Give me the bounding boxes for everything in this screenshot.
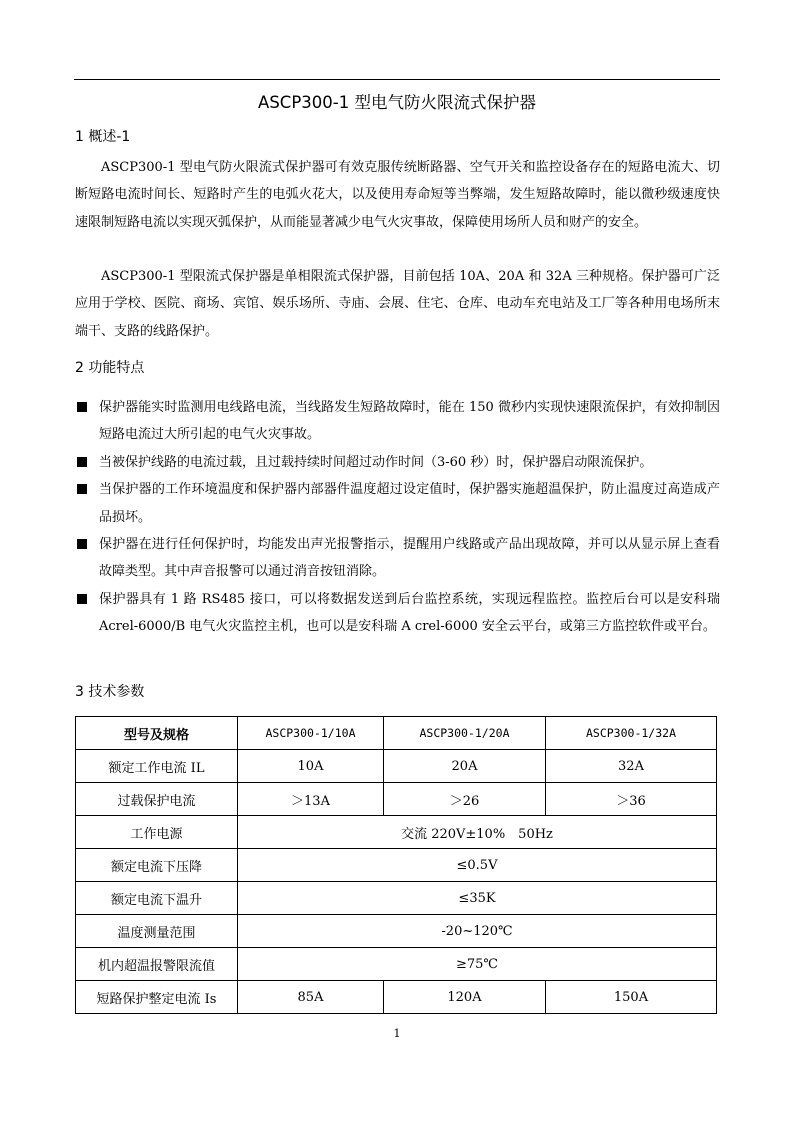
table-cell: 20A [384, 750, 546, 783]
overview-paragraph-2: ASCP300-1 型限流式保护器是单相限流式保护器，目前包括 10A、20A 和 32A 三种规格。保护器可广泛应用于学校、医院、商场、宾馆、娱乐场所、寺庙、会展、住宅、仓库、电动车充电站及工厂等各种用电场所末端干、支路的线路保护。 [75, 269, 720, 339]
square-bullet-icon [77, 457, 87, 467]
header-cell: ASCP300-1/32A [546, 717, 717, 750]
list-item [75, 449, 720, 476]
table-cell: 10A [238, 750, 384, 783]
square-bullet-icon [77, 594, 87, 604]
table-row [76, 948, 717, 981]
overview-paragraph-1: ASCP300-1 型电气防火限流式保护器可有效克服传统断路器、空气开关和监控设备存在的短路电流大、切断短路电流时间长、短路时产生的电弧火花大，以及使用寿命短等当弊端，发生短路故障时，能以微秒级速度快速限制短路电流以实现灭弧保护，从而能显著减少电气火灾事故，保障使用场所人员和财产的安全。 [75, 160, 720, 230]
feature-text: 保护器具有 1 路 RS485 接口，可以将数据发送到后台监控系统，实现远程监控。监控后台可以是安科瑞 Acrel-6000/B 电气火灾监控主机，也可以是安科瑞 A crel-6000 安全云平台，或第三方监控软件或平台。 [99, 591, 720, 635]
table-row [76, 783, 717, 816]
table-cell: 120A [384, 981, 546, 1014]
table-cell: 32A [546, 750, 717, 783]
feature-text: 保护器在进行任何保护时，均能发出声光报警指示，提醒用户线路或产品出现故障，并可以从显示屏上查看故障类型。其中声音报警可以通过消音按钮消除。 [99, 537, 720, 580]
table-row [76, 849, 717, 882]
row-label: 机内超温报警限流值 [76, 948, 238, 981]
list-item [75, 531, 720, 586]
row-label: 额定电流下压降 [76, 849, 238, 882]
feature-text: 当保护器的工作环境温度和保护器内部器件温度超过设定值时，保护器实施超温保护，防止温度过高造成产品损坏。 [99, 482, 720, 525]
section-heading-features: 2 功能特点 [75, 360, 145, 376]
table-cell: ＞13A [238, 783, 384, 816]
table-cell: ≤0.5V [238, 849, 717, 882]
row-label: 温度测量范围 [76, 915, 238, 948]
spec-table [75, 716, 717, 1014]
row-label: 工作电源 [76, 816, 238, 849]
header-cell: ASCP300-1/20A [384, 717, 546, 750]
list-item [75, 394, 720, 449]
feature-text: 当被保护线路的电流过载，且过载持续时间超过动作时间（3-60 秒）时，保护器启动限流保护。 [99, 454, 653, 470]
table-cell: ≤35K [238, 882, 717, 915]
table-row [76, 915, 717, 948]
table-cell: ＞36 [546, 783, 717, 816]
feature-list [75, 394, 720, 641]
table-row [76, 816, 717, 849]
document-title: ASCP300-1 型电气防火限流式保护器 [258, 93, 536, 112]
row-label: 过载保护电流 [76, 783, 238, 816]
feature-text: 保护器能实时监测用电线路电流，当线路发生短路故障时，能在 150 微秒内实现快速限流保护，有效抑制因短路电流过大所引起的电气火灾事故。 [99, 400, 720, 443]
table-cell: 85A [238, 981, 384, 1014]
section-heading-overview: 1 概述-1 [75, 129, 131, 145]
table-cell: 150A [546, 981, 717, 1014]
list-item [75, 586, 720, 641]
table-cell: -20~120℃ [238, 915, 717, 948]
square-bullet-icon [77, 539, 87, 549]
table-cell: ＞26 [384, 783, 546, 816]
header-cell: 型号及规格 [76, 717, 238, 750]
square-bullet-icon [77, 402, 87, 412]
table-cell: 交流 220V±10% 50Hz [238, 816, 717, 849]
section-heading-specs: 3 技术参数 [75, 684, 145, 700]
table-row [76, 882, 717, 915]
page-number: 1 [393, 1027, 401, 1040]
header-rule [74, 79, 720, 80]
table-cell: ≥75℃ [238, 948, 717, 981]
table-row [76, 750, 717, 783]
row-label: 额定电流下温升 [76, 882, 238, 915]
row-label: 短路保护整定电流 Is [76, 981, 238, 1014]
row-label: 额定工作电流 IL [76, 750, 238, 783]
header-cell: ASCP300-1/10A [238, 717, 384, 750]
square-bullet-icon [77, 484, 87, 494]
table-row [76, 981, 717, 1014]
list-item [75, 476, 720, 531]
table-header-row [76, 717, 717, 750]
